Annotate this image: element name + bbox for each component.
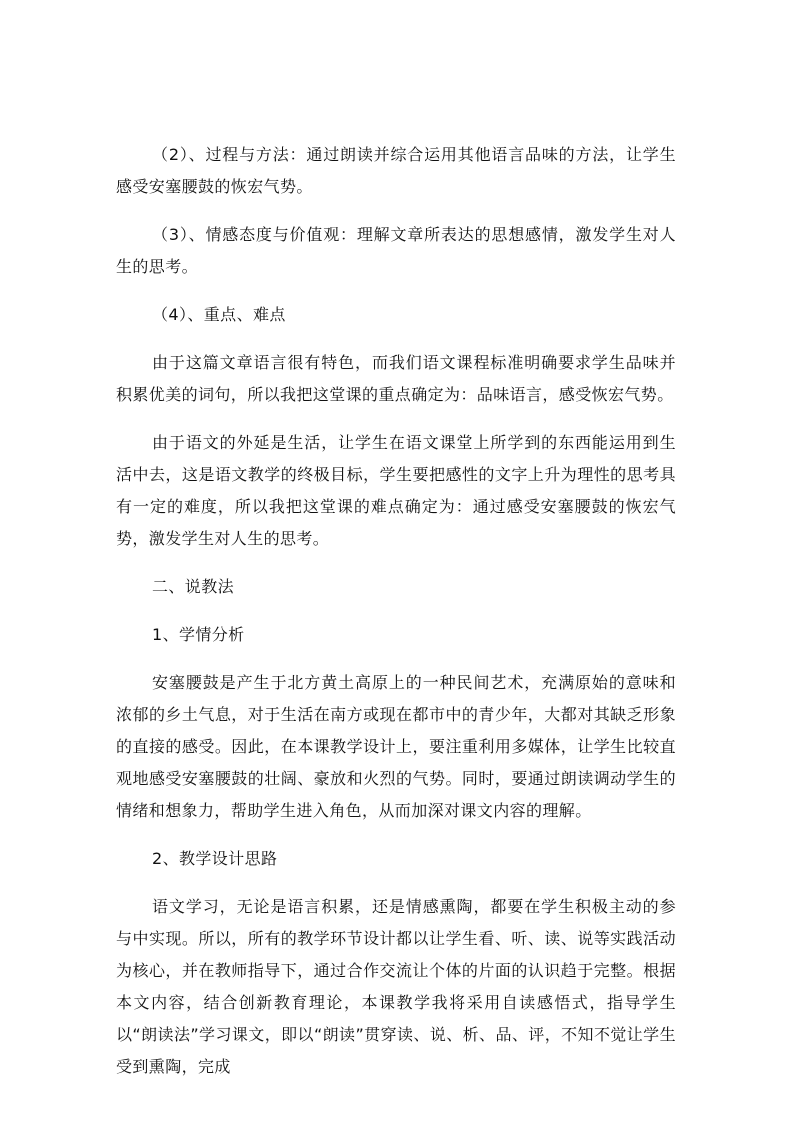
paragraph-teaching-design: 语文学习，无论是语言积累，还是情感熏陶，都要在学生积极主动的参与中实现。所以，所有的教学环节设计都以让学生看、听、读、说等实践活动为核心，并在教师指导下，通过合作交流让个体的片面的认识趋于完整。根据本文内容，结合创新教育理论，本课教学我将采用自读感悟式，指导学生以“朗读法”学习课文，即以“朗读”贯穿读、说、析、品、评，不知不觉让学生受到熏陶，完成 xyxy=(116,897,676,1076)
heading-teaching-method: 二、说教法 xyxy=(152,577,235,596)
document-body xyxy=(116,139,676,1083)
paragraph-difficult-point: 由于语文的外延是生活，让学生在语文课堂上所学到的东西能运用到生活中去，这是语文教学的终极目标，学生要把感性的文字上升为理性的思考具有一定的难度，所以我把这堂课的难点确定为：通过感受安塞腰鼓的恢宏气势，激发学生对人生的思考。 xyxy=(116,433,676,548)
paragraph-emotion-values: （3）、情感态度与价值观：理解文章所表达的思想感情，激发学生对人生的思考。 xyxy=(116,225,676,276)
heading-student-analysis: 1、学情分析 xyxy=(152,625,245,644)
paragraph-process-method: （2）、过程与方法：通过朗读并综合运用其他语言品味的方法，让学生感受安塞腰鼓的恢宏气势。 xyxy=(116,145,676,196)
paragraph-key-point: 由于这篇文章语言很有特色，而我们语文课程标准明确要求学生品味并积累优美的词句，所以我把这堂课的重点确定为：品味语言，感受恢宏气势。 xyxy=(116,353,676,404)
heading-key-difficult-points: （4）、重点、难点 xyxy=(152,305,286,324)
heading-teaching-design: 2、教学设计思路 xyxy=(152,849,278,868)
paragraph-student-analysis: 安塞腰鼓是产生于北方黄土高原上的一种民间艺术，充满原始的意味和浓郁的乡土气息，对于生活在南方或现在都市中的青少年，大都对其缺乏形象的直接的感受。因此，在本课教学设计上，要注重利用多媒体，让学生比较直观地感受安塞腰鼓的壮阔、豪放和火烈的气势。同时，要通过朗读调动学生的情绪和想象力，帮助学生进入角色，从而加深对课文内容的理解。 xyxy=(116,673,676,820)
